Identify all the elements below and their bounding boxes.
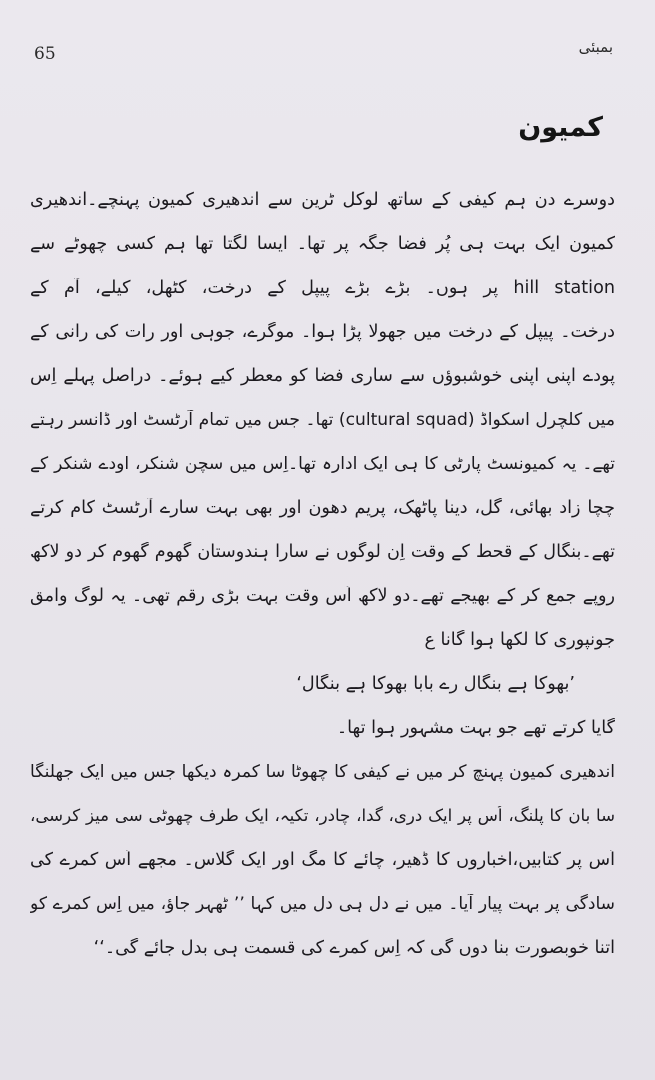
text-line: روپے جمع کر کے بھیجے تھے۔دو لاکھ اُس وقت بہت بڑی رقم تھی۔ یہ لوگ وامق [30, 586, 615, 606]
text-line: چچا زاد بھائی، گُل، دینا پاٹھک، پریم دھون اور بھی بہت سارے آرٹسٹ کام کرتے [30, 498, 615, 518]
text-line: سا بان کا پلنگ، اُس پر ایک دری، گدا، چادر، تکیہ، ایک طرف چھوٹی سی میز کرسی، [30, 806, 615, 825]
text-line: اُس پر کتابیں،اخباروں کا ڈھیر، چائے کا مگ اور ایک گلاس۔ مجھے اُس کمرے کی [30, 850, 615, 870]
text-line: گایا کرتے تھے جو بہت مشہور ہوا تھا۔ [336, 718, 615, 738]
text-line: hill station پر ہوں۔ بڑے بڑے پیپل کے درخت، کٹھل، کیلے، آم کے [30, 278, 615, 298]
text-line: میں کلچرل اسکواڈ (cultural squad) تھا۔ جس میں تمام آرٹسٹ اور ڈانسر رہتے [30, 410, 615, 430]
running-head: بمبئی [578, 38, 613, 56]
verse-line: ’بھوکا ہے بنگال رے بابا بھوکا ہے بنگال‘ [296, 674, 575, 694]
text-line: دوسرے دن ہم کیفی کے ساتھ لوکل ٹرین سے اندھیری کمیون پہنچے۔اندھیری [30, 190, 615, 210]
body-text [30, 190, 615, 982]
text-line: اندھیری کمیون پہنچ کر میں نے کیفی کا چھوٹا سا کمرہ دیکھا جس میں ایک جھلنگا [30, 762, 615, 782]
text-line: تھے۔بنگال کے قحط کے وقت اِن لوگوں نے سارا ہندوستان گھوم گھوم کر دو لاکھ [30, 542, 615, 562]
text-line: تھے۔ یہ کمیونسٹ پارٹی کا ہی ایک ادارہ تھا۔اِس میں سچن شنکر، اودے شنکر کے [30, 454, 615, 474]
text-line: اتنا خوبصورت بنا دوں گی کہ اِس کمرے کی قسمت ہی بدل جائے گی۔‘‘ [93, 938, 615, 958]
text-line: جونپوری کا لکھا ہوا گانا ع [424, 630, 615, 650]
text-line: کمیون ایک بہت ہی پُر فضا جگہ پر تھا۔ ایسا لگتا تھا ہم کسی چھوٹے سے [30, 234, 615, 254]
text-line: درخت۔ پیپل کے درخت میں جھولا پڑا ہوا۔ موگرے، جوہی اور رات کی رانی کے [30, 322, 615, 342]
text-line: سادگی پر بہت پیار آیا۔ میں نے دل ہی دل میں کہا ’’ ٹھہر جاؤ، میں اِس کمرے کو [30, 894, 615, 914]
text-line: پودے اپنی اپنی خوشبوؤں سے ساری فضا کو معطر کیے ہوئے۔ دراصل پہلے اِس [30, 366, 615, 386]
page-number: 65 [34, 44, 56, 64]
chapter-title: کمیون [518, 112, 603, 143]
